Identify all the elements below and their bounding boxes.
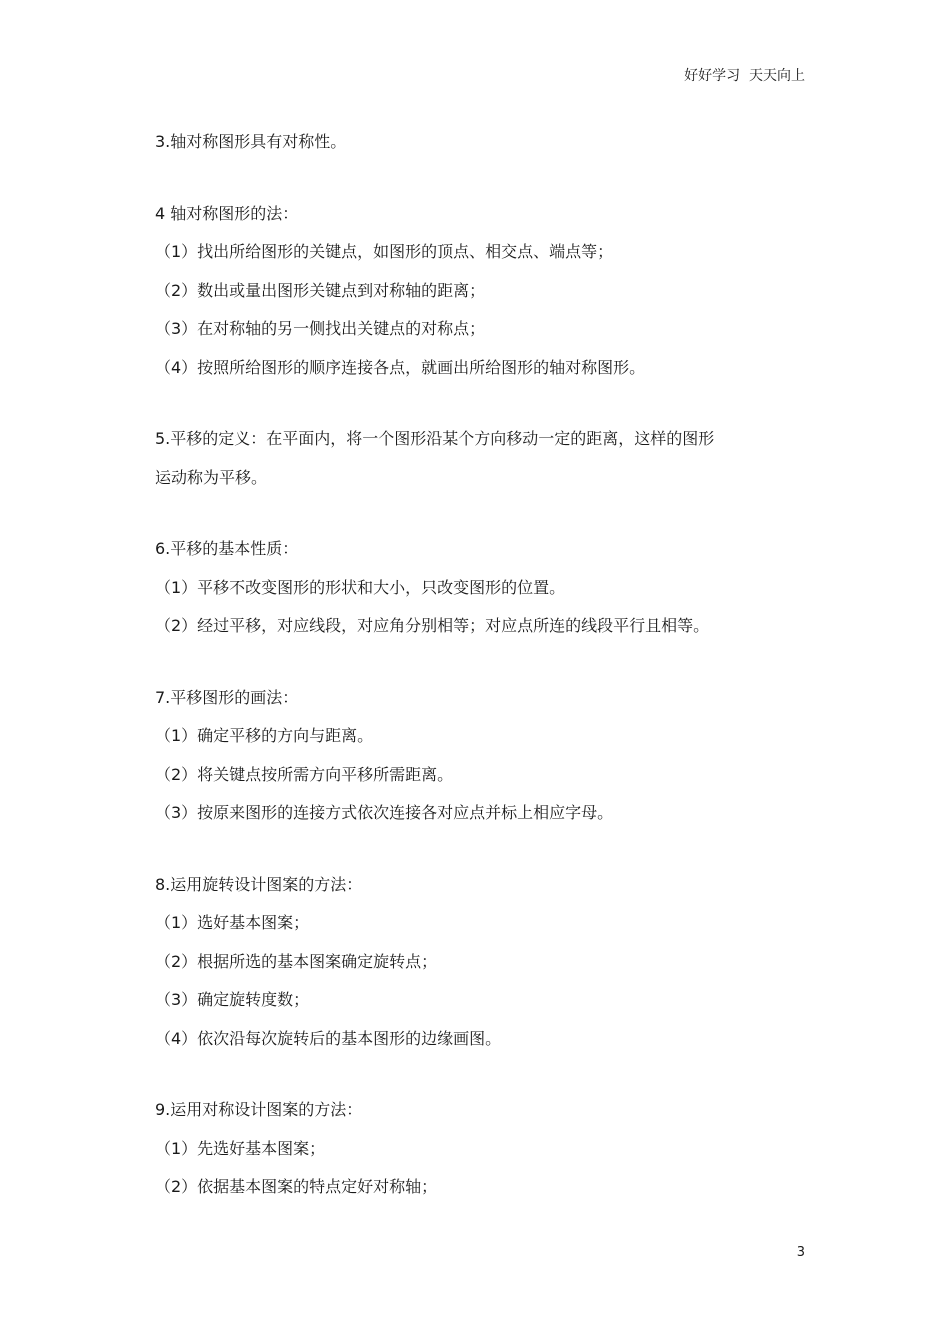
section-8: [155, 873, 815, 1066]
section-5: [155, 427, 815, 504]
list-item: （2）将关键点按所需方向平移所需距离。: [155, 764, 454, 784]
list-item: （2）经过平移，对应线段，对应角分别相等；对应点所连的线段平行且相等。: [155, 616, 710, 635]
document-body: [155, 130, 815, 1247]
list-item: （3）在对称轴的另一侧找出关键点的对称点；: [155, 319, 486, 338]
section-title: 7.平移图形的画法：: [155, 687, 299, 707]
list-item: （4）按照所给图形的顺序连接各点，就画出所给图形的轴对称图形。: [155, 357, 646, 377]
list-item: （3）确定旋转度数；: [155, 990, 310, 1009]
section-title-line-1: 5.平移的定义：在平面内，将一个图形沿某个方向移动一定的距离，这样的图形: [155, 429, 715, 448]
section-7: [155, 686, 815, 840]
section-title: 8.运用旋转设计图案的方法：: [155, 874, 363, 894]
section-title: 4 轴对称图形的法：: [155, 203, 299, 223]
section-3: [155, 130, 815, 169]
list-item: （2）根据所选的基本图案确定旋转点；: [155, 951, 438, 971]
section-6: [155, 537, 815, 653]
list-item: （1）平移不改变图形的形状和大小，只改变图形的位置。: [155, 577, 566, 597]
list-item: （4）依次沿每次旋转后的基本图形的边缘画图。: [155, 1028, 502, 1048]
list-item: （2）依据基本图案的特点定好对称轴；: [155, 1177, 438, 1196]
section-title: 3.轴对称图形具有对称性。: [155, 132, 347, 151]
section-9: [155, 1098, 815, 1214]
section-title-line-2: 运动称为平移。: [155, 467, 268, 487]
page-header: 好好学习 天天向上: [684, 68, 805, 84]
section-title: 9.运用对称设计图案的方法：: [155, 1100, 363, 1119]
list-item: （2）数出或量出图形关键点到对称轴的距离；: [155, 280, 486, 300]
page-number: 3: [796, 1245, 805, 1260]
list-item: （1）确定平移的方向与距离。: [155, 726, 374, 745]
section-4: [155, 202, 815, 395]
list-item: （3）按原来图形的连接方式依次连接各对应点并标上相应字母。: [155, 803, 614, 822]
list-item: （1）找出所给图形的关键点，如图形的顶点、相交点、端点等；: [155, 242, 614, 261]
list-item: （1）先选好基本图案；: [155, 1138, 326, 1158]
section-title: 6.平移的基本性质：: [155, 539, 299, 558]
list-item: （1）选好基本图案；: [155, 913, 310, 932]
